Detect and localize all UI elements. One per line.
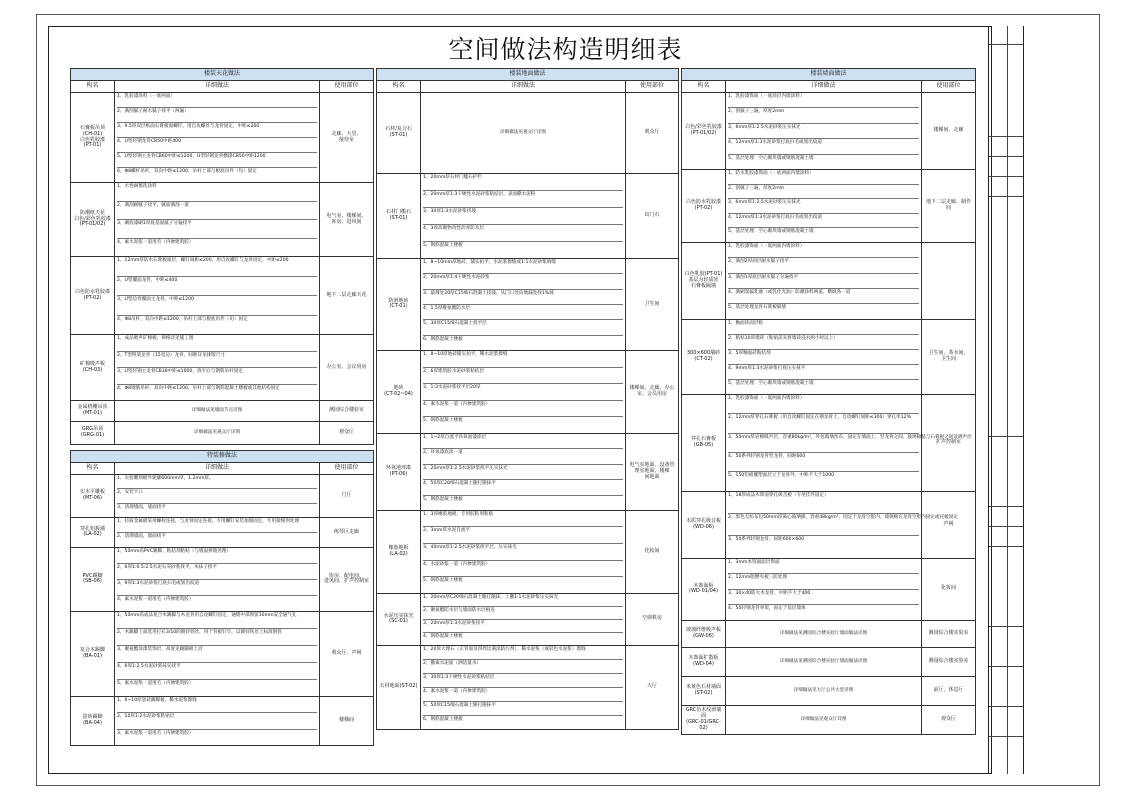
detail-item: 2、12mm阻燃夹板三防处理 [728,574,919,590]
detail-item: 2、20mm厚1:4干硬性水泥砂浆 [423,274,623,289]
detail-item: 1、水性耐擦洗涂料 [117,183,317,202]
detail-item: 1、乳胶漆饰面（一底两面内墙涂料） [728,395,919,414]
part-name: 穿孔铝板墙 (LA-02) [71,517,115,547]
column-part: 构名 [682,81,726,93]
part-name: 复合木踢脚 (BA-01) [71,611,115,696]
detail-cell [421,433,626,510]
detail-item: 2、刮腻子三遍，厚度2mm [728,185,919,200]
detail-item: 3、满刮1厚底层耐水腻子分遍找平 [728,274,919,289]
column-detail: 详细做法 [421,81,626,93]
wall-column-header [682,81,976,93]
detail-item: 4、12mm厚1:3水泥砂浆打底扫毛或划出纹道 [728,139,919,154]
part-name: 石膏板吊顶 (CH-01) 白色乳胶漆 (PT-01) [71,93,115,183]
detail-item: 3、素水泥浆一道甩毛（内掺建筑胶） [117,730,194,736]
detail-item: 1、实验雕刻板外轮廓600mm厚，1.2mm厚。 [117,475,317,489]
use-location: 楼梯间、走廊 [922,93,976,170]
detail-item: 3、30厚1:3干硬性水泥砂浆粘结层 [423,674,623,688]
ceiling-column [70,68,373,746]
use-location: 测园综合楼实验室 [922,620,976,647]
detail-item: 4、Φ8吊杆，双向中距≤1200，吊杆上部与板底吊件（旬）固定 [117,316,248,322]
detail-item: 1、20mm厚石材门槛石护栏 [423,174,623,191]
use-location: 地下二层走廊天花 [320,257,374,335]
wall-heading: 楼装墙面做法 [682,69,976,81]
detail-item: 6、Φ8螺杆吊杆，双向中距≤1200，吊杆上部与板底吊件（旬）固定 [117,169,257,174]
detail-item: 3、30厚1:3水泥砂浆找坡 [423,208,623,225]
detail-item: 3、6mm厚1:2.5水泥砂浆压实抹光 [728,124,919,139]
special-table [70,450,374,746]
use-location: 电气室地面、设备管 理室地面、楼梯 间地面 [626,433,679,510]
detail-cell [115,475,320,518]
part-name: 金属格栅吊顶 (MT-01) [71,401,115,422]
use-location: 观众厅 [922,705,976,734]
column-use: 使用部位 [320,463,374,475]
detail-cell [421,645,626,729]
ceiling-row [71,422,374,445]
detail-item: 1、乳胶漆饰面（一底涂层内墙涂料） [728,93,919,108]
detail-item: 1、3mm木饰面面层饰面 [728,559,919,575]
wall-row [682,169,976,242]
part-name: 橡胶地板 (LA-02) [377,510,421,593]
title-block [988,26,1024,774]
detail-item: 2、木踢脚上面选用打孔3/10的镀锌铁丝，用于背板钉牢，以镀锌铁丝上标准钢管 [117,629,317,646]
detail-item: 2、6厚建筑胶水泥砂浆粘结层 [423,368,623,385]
part-name: 穿孔石膏板 (GB-05) [682,394,726,491]
column-use: 使用部位 [320,81,374,93]
detail-item: 2、T型明架龙骨（15宽边）龙骨，间距详见排版尺寸 [117,352,317,369]
floor-column [376,68,678,730]
detail-item: 3、6mm厚1:2.5水泥砂浆压实抹光 [728,199,919,214]
wall-row [682,491,976,558]
detail-item: 2、3mm厚水泥自流平 [423,527,623,544]
column-part: 构名 [71,463,115,475]
use-location: 电气室、楼梯间、 库房、进风间 [320,183,374,257]
use-location: 楼梯间、走廊、办公 室、会员用房 [626,350,679,433]
part-name: 防潮纸天花 白色/彩色乳胶漆 (PT-01/02) [71,183,115,257]
detail-item: 1、12mm厚防水石膏板面层，螺钉间距≤200，用自攻螺钉与龙骨固定，中距≤200 [117,257,317,277]
part-name: 白色防水乳胶漆 (PT-02) [682,169,726,242]
detail-item: 4、钢筋混凝土楼板 [423,633,463,639]
floor-row [377,259,679,351]
part-name: 石材/复合石 (ST-01) [377,93,421,174]
ceiling-column-header [71,81,374,93]
floor-row [377,433,679,510]
detail-item: 5、基层处理：空心砌块墙或钢筋混凝土墙 [728,229,814,235]
detail-item: 1、6~10厚瓷砖踢脚板，稀水泥浆擦缝 [117,697,317,713]
wall-row [682,620,976,647]
detail-item: 5、素水泥浆一道甩毛（内掺建筑胶） [117,680,194,686]
part-name: GRC仿木纹滑墙面 (GRC-01/GRC-02) [682,705,726,734]
use-location: 测园综合楼验室 [320,401,374,422]
floor-row [377,174,679,259]
detail-item: 4、素水泥浆一道甩毛（内掺建筑胶） [117,239,194,245]
detail-item: 1、8~10厚地砖铺实拍平，稀水泥浆擦缝 [423,351,623,368]
column-detail: 详细做法 [115,463,320,475]
wall-row [682,394,976,491]
detail-item: 1、乳胶漆涂料（一底两面） [117,93,317,108]
use-location: 化妆间 [626,510,679,593]
detail-item: 1、轻质金属板采用螺栓连接，与龙骨固定连接，专用螺钉安装加强固定，专用接缝剂处理 [117,518,317,533]
detail-cell [726,319,922,394]
detail-item: 2、安装卡口 [117,489,317,503]
detail-item: 2、黑色无纺布包50mm厚离心玻璃棉，容重48kg/m³，固定于龙骨空腔内，玻璃棉在龙骨空腔内固定或托板固定 [728,514,919,536]
column-use: 使用部位 [922,81,976,93]
detail-item: 4、50系列轻钢龙骨竖龙骨，间距600 [728,453,919,472]
part-name: 石材地面(ST-02) [377,645,421,729]
detail-item: 6、钢筋混凝土楼板 [423,336,463,342]
detail-cell [421,174,626,259]
detail-item: 5、钢筋混凝土楼板 [423,496,463,502]
detail-item: 2、环氧漆底涂一道 [423,449,623,464]
detail-item: 3、20mm厚1:2.5水泥砂浆找平压实抹光 [423,465,623,480]
part-name: 白色乳胶(PT-01) 基层为轻质密 石膏板隔墙 [682,242,726,319]
part-name: 米黄色石材墙面 (ST-02) [682,676,726,705]
detail-item: 2、满刮2厚面层耐水腻子找平 [728,258,919,273]
floor-row [377,510,679,593]
detail-item: 2、10厚1:2水泥砂浆粘贴层 [117,713,317,729]
use-location: 卫生间、茶水间、 卫生间 [922,319,976,394]
column-detail: 详细做法 [115,81,320,93]
detail-cell [115,335,320,401]
use-location: 前厅、休息厅 [922,676,976,705]
wall-row [682,647,976,676]
part-name: 木质穿孔吸音板 (WD-06) [682,491,726,558]
detail-item: 3、50系列轻钢龙骨，间距600×600 [728,537,805,543]
detail-item: 3、50mm厚岩棉吸声层，容重80kg/m³，外包玻璃丝布，固定在墙面上，竖龙骨之间，玻璃棉毡与石膏板之间设吸声层 [728,434,919,453]
use-location: 库房、配电间、 进风间、扩声控制室 [320,547,374,611]
detail-item: 4、U型轻钢龙骨CB50中距400 [117,138,317,153]
use-location: 走廊、大堂、 接待室 [320,93,374,183]
detail-item: 3、9厚1:3水泥砂浆打底扫毛或划出纹道 [117,580,317,596]
detail-cell [421,350,626,433]
detail-cell [421,593,626,645]
detail-item: 3、U型边骨覆面主龙骨，中距≤1200 [117,296,317,316]
special-column-header [71,463,374,475]
detail-item: 2、满刮腻子耐水腻子找平（两遍） [117,108,317,123]
wall-heading-row [682,69,976,81]
detail-item: 1、釉面砖面层粘 [728,320,919,335]
detail-item: 2、U型覆面龙骨，中距≤400 [117,277,317,297]
detail-item: 1、1~2厚自流平环氧面漆涂层 [423,434,623,449]
detail-item: 5、基层处理：空心砌块墙或钢筋混凝土墙 [728,155,814,161]
part-name: 环氧地坪漆 (PT-06) [377,433,421,510]
detail-item: 5、钢筋混凝土楼板 [423,243,463,248]
detail-item: 2、粘贴10厚墙砖（粘贴前先将墙砖浸水两小时以上） [728,335,919,350]
detail-item: 2、20mm厚1:3干硬性水泥砂浆粘结层，表面撒水泥粉 [423,191,623,208]
floor-column-header [377,81,679,93]
part-name: 300×600墙砖 (CT-02) [682,319,726,394]
wall-column [681,68,975,735]
use-location: 声闸 [922,491,976,558]
use-location: 空调机房 [626,593,679,645]
use-location: 卫生间 [626,259,679,351]
part-name: PVC踢脚 (SB-06) [71,547,115,611]
special-row [71,696,374,745]
use-location: 楼梯间 [320,696,374,745]
detail-cell [421,259,626,351]
detail-item: 5、50厚C15细石混凝土随打随抹平 [423,702,623,716]
part-name: 木饰面扩散板 (WD-04) [682,647,726,676]
detail-item: 4、素水泥浆一道甩毛（内掺建筑胶） [117,596,194,602]
detail-item: 3、30×40防火木龙骨，中距不大于400 [728,590,919,606]
detail-item: 2、刮腻子三遍，厚度2mm [728,108,919,123]
part-name: GRG吊顶 (GRG-01) [71,422,115,445]
detail-item: 2、满刮耐腻子找平，腻面满刮一道 [117,202,317,221]
detail-cell: 详细做法见观众厅详图 [115,422,320,445]
column-use: 使用部位 [626,81,679,93]
part-name: 实木平雕板 (MT-06) [71,475,115,518]
detail-cell [726,169,922,242]
part-name: 地砖 (CT-02~04) [377,350,421,433]
use-location: 门厅 [320,475,374,518]
detail-cell [726,93,922,170]
detail-item: 1、8~10mm厚地砖，铺实拍平，水泥浆擦缝或1:1水泥砂浆填缝 [423,259,623,274]
use-location: 大厅 [626,645,679,729]
detail-item: 3、刷底漆刷1厚底基面腻子分遍找平 [117,220,317,239]
detail-item: 1、18厚成品木饰面穿孔吸音板（专用挂件固定） [728,492,919,514]
detail-item: 4、素水泥浆一道（内掺建筑胶） [423,688,623,702]
wall-row [682,558,976,620]
detail-item: 3、9.5厚双层纸面石膏板面螺钉，用自攻螺丝与龙骨固定，中距≤200 [117,123,317,138]
floor-row [377,593,679,645]
detail-item: 4、12mm厚1:3水泥砂浆打底扫毛或划出纹道 [728,214,919,229]
part-name: 矿棉吸声板 (CH-03) [71,335,115,401]
detail-item: 5、基层处理龙骨石膏板隔墙 [728,305,787,311]
detail-item: 2、清理墙面，墙面找平 [117,533,166,539]
detail-item: 1、防水乳胶漆饰面（一底两面内墙涂料） [728,170,919,185]
detail-item: 3、20mm厚1:3水泥砂浆找平 [423,620,623,633]
detail-item: 1、成品吸声矿棉板，规格详见施工图 [117,335,317,352]
detail-item: 4、满刷氯偏乳液（或乳化光油）防潮涂料两道，横纵各一道 [728,289,919,304]
wall-row [682,242,976,319]
part-name: 白色防水乳胶漆 (PT-02) [71,257,115,335]
detail-item: 5、基层处理：空心砌块墙或钢筋混凝土墙 [728,380,814,386]
use-location: 练琴区走廊 [320,517,374,547]
ceiling-row [71,335,374,401]
detail-item: 4、6厚1:2.5水泥砂浆抹实找平 [117,663,317,680]
ceiling-row [71,257,374,335]
floor-table [376,68,679,730]
special-row [71,547,374,611]
column-part: 构名 [71,81,115,93]
use-location: 办公室、会议用房 [320,335,374,401]
part-name: 石材门槛石 (ST-01) [377,174,421,259]
ceiling-heading: 楼装天花做法 [71,69,374,81]
wall-table [681,68,976,735]
detail-cell: 详细做法见墙面节点详图 [115,401,320,422]
page-title: 空间做法构造明细表 [448,35,683,64]
detail-item: 2、聚氨酯防水层与墙面防水层相连 [423,607,623,620]
detail-item: 5、钢筋混凝土楼板 [423,418,463,424]
detail-cell [726,558,922,620]
wall-row [682,676,976,705]
detail-cell [421,510,626,593]
ceiling-heading-row [71,69,374,81]
detail-cell [115,93,320,183]
part-name: 防滑地砖 (CT-01) [377,259,421,351]
use-location: 扩声控制室 [922,394,976,491]
detail-item: 4、水泥砂浆一道（内掺建筑胶） [423,561,623,578]
detail-cell [115,257,320,335]
ceiling-table [70,68,374,445]
use-location [922,242,976,319]
detail-cell [115,547,320,611]
part-name: 木饰面板 (WD-01/04) [682,558,726,620]
floor-heading-row [377,69,679,81]
detail-item: 4、3厚高聚物改性沥青防水层 [423,225,623,242]
wall-row [682,319,976,394]
ceiling-row [71,401,374,422]
use-location: 测园综合楼实验室 [922,647,976,676]
part-name: 白色/彩色乳胶漆 (PT-01/02) [682,93,726,170]
floor-row [377,645,679,729]
part-name: 玻璃纤维吸声板 (GW-06) [682,620,726,647]
column-detail: 详细做法 [726,81,922,93]
detail-item: 3、最薄处20厚C15细石混凝土找坡，从门口处向地漏处找1%坡 [423,290,623,305]
detail-item: 4、9mm厚1:3水泥砂浆打底压实抹平 [728,365,919,380]
detail-item: 5、U型轻钢主龙骨CB60中距≤1200，U型轻钢龙骨横撑CB50中距1200 [117,153,317,168]
detail-cell: 详细做法见测园综合楼实验厅墙面做法详图 [726,647,922,676]
detail-cell: 详细做法见观众厅详图 [421,93,626,174]
detail-item: 3、聚氨酯涂漆装饰层，高度见踢脚板上沿 [117,646,317,663]
detail-item: 3、5厚釉面砖粘结剂 [728,350,919,365]
ceiling-row [71,183,374,257]
detail-item: 1、20mm厚C20细石混凝土随打随抹，上撒1:1水泥砂浆压实抹光 [423,594,623,607]
special-row [71,517,374,547]
use-location: 观众厅 [320,422,374,445]
detail-cell [115,517,320,547]
detail-item: 3、清理墙面，墙面找平 [117,504,166,510]
detail-item: 1、50mm高PVC踢脚，粘结剂粘贴（与墙面拼缝处理） [117,548,317,564]
special-row [71,475,374,518]
detail-item: 2、6厚1:0.5:2.5水泥石灰砂浆找平，木抹子找平 [117,564,317,580]
detail-item: 4、1.5厚聚氨酯防水层 [423,305,623,320]
detail-cell [115,183,320,257]
column-part: 构名 [377,81,421,93]
detail-item: 4、素水泥浆一道（内掺建筑胶） [423,401,623,418]
detail-cell: 详细做法见大厅公共大堂详图 [726,676,922,705]
floor-row [377,93,679,174]
special-row [71,611,374,696]
detail-cell: 详细做法见观众厅详图 [726,705,922,734]
detail-item: 2、撒素水泥面（洒适量水） [423,660,623,674]
detail-item: 1、3厚橡胶地板，专用胶粘剂粘贴 [423,511,623,528]
detail-item: 5、30厚C15细石混凝土找平层 [423,320,623,335]
floor-heading: 楼装地面做法 [377,69,679,81]
detail-item: 4、50厚C20细石混凝土随打随抹平 [423,480,623,495]
detail-item: 1、50mm高成品复合木踢脚与木龙骨用自攻螺钉固定，通缝中部预留10mm安全通气孔 [117,612,317,629]
detail-item: 6、钢筋混凝土楼板 [423,716,463,722]
detail-item: 3、1:3水泥砂浆找平层20厚 [423,384,623,401]
use-location: 化妆间 [922,558,976,620]
ceiling-row [71,93,374,183]
wall-row [682,705,976,734]
detail-item: 2、12mm厚穿孔石膏板（用自攻螺钉固定在钢龙骨上，自攻螺钉间距≤300）穿孔率12% [728,414,919,433]
use-location: 地下二层走廊、制作间 [922,169,976,242]
use-location: 出门石 [626,174,679,259]
detail-item: 5、钢筋混凝土楼板 [423,578,463,584]
detail-item: 4、Φ8钢筋吊杆，双向中距≤1200，吊杆上部与钢筋混凝土楼板或其他结构固定 [117,385,280,391]
detail-cell [115,696,320,745]
part-name: 瓷砖踢脚 (BA-04) [71,696,115,745]
detail-item: 4、50轻钢龙骨骨架，固定于基层墙体 [728,606,806,612]
wall-row [682,93,976,170]
detail-cell: 详细做法见测园综合楼实验厅墙面做法详图 [726,620,922,647]
detail-cell [726,242,922,319]
special-heading: 特装修做法 [71,451,374,463]
detail-cell [115,611,320,696]
detail-item: 3、U型轻钢主龙骨CB38中距≤1000，找平后与钢筋吊杆固定 [117,368,317,385]
use-location: 观众厅 [626,93,679,174]
floor-row [377,350,679,433]
detail-item: 1、乳胶漆饰面（一底两面内墙涂料） [728,243,919,258]
use-location: 观众厅、声闸 [320,611,374,696]
detail-item: 3、40mm厚1:2.5水泥砂浆找平层，压实抹光 [423,544,623,561]
part-name: 水泥压实抹光 (SC-01) [377,593,421,645]
detail-item: 5、150铝板覆塑面层立于龙骨外，中距不大于1000 [728,473,835,479]
special-heading-row [71,451,374,463]
detail-item: 1、20厚大理石（正背面及四周边满涂防污剂），稀水泥浆（或彩色水泥浆）擦缝 [423,646,623,660]
